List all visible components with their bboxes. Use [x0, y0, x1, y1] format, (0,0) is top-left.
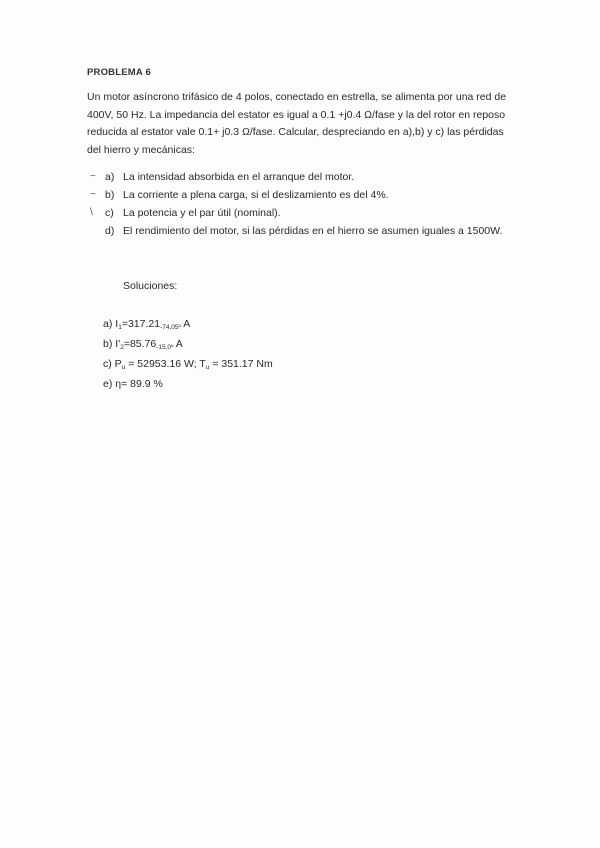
answer-subscript: u	[121, 364, 126, 371]
handwritten-tick-mark: ~	[90, 189, 96, 200]
question-item	[87, 204, 507, 222]
handwritten-tick-mark: ~	[90, 171, 96, 182]
handwritten-tick-mark: \	[90, 207, 93, 218]
question-item	[87, 186, 507, 204]
answer-variable: I'	[115, 338, 121, 350]
answer-label: a)	[103, 318, 113, 330]
question-list	[87, 168, 507, 240]
question-letter: d)	[105, 225, 115, 237]
answer-unit: A	[180, 318, 191, 330]
answer-value: = 52953.16 W; T	[125, 358, 206, 370]
problem-title: PROBLEMA 6	[87, 67, 151, 78]
answer-list	[103, 316, 273, 393]
question-item	[87, 222, 507, 240]
answer-item	[103, 376, 273, 393]
answer-item	[103, 336, 273, 356]
answer-value: η= 89.9 %	[115, 378, 163, 390]
answer-label: c)	[103, 358, 112, 370]
answer-subscript: 2	[120, 344, 124, 351]
answer-unit: A	[173, 338, 183, 350]
question-letter: c)	[105, 207, 114, 219]
answer-angle: -74,05º	[160, 324, 181, 331]
question-letter: b)	[105, 189, 115, 201]
answer-angle: -15,0º	[156, 344, 174, 351]
answer-value: =85.76	[123, 338, 157, 350]
answer-item	[103, 356, 273, 376]
answer-label: b)	[103, 338, 113, 350]
answer-variable: P	[114, 358, 122, 370]
answer-subscript: 1	[118, 324, 122, 331]
question-letter: a)	[105, 171, 115, 183]
solutions-title: Soluciones:	[123, 280, 178, 292]
problem-statement: Un motor asíncrono trifásico de 4 polos, conectado en estrella, se alimenta por una red de 400V, 50 Hz. La impedancia del estator es igual a 0.1 +j0.4 Ω/fase y la del rotor en reposo reducida al estator vale 0.1+ j0.3 Ω/fase. Calcular, despreciando en a),b) y c) las pérdidas del hierro y mecánicas:	[87, 91, 507, 156]
answer-item	[103, 316, 273, 336]
question-item	[87, 168, 507, 186]
question-text: El rendimiento del motor, si las pérdidas en el hierro se asumen iguales a 1500W.	[123, 225, 503, 237]
answer-subscript: u	[205, 364, 210, 371]
question-text: La corriente a plena carga, si el deslizamiento es del 4%.	[123, 189, 389, 201]
question-text: La potencia y el par útil (nominal).	[123, 207, 281, 219]
answer-label: e)	[103, 378, 113, 390]
answer-value: = 351.17 Nm	[209, 358, 273, 370]
answer-value: =317.21	[121, 318, 161, 330]
answer-variable: I	[115, 318, 119, 330]
question-text: La intensidad absorbida en el arranque del motor.	[123, 171, 355, 183]
